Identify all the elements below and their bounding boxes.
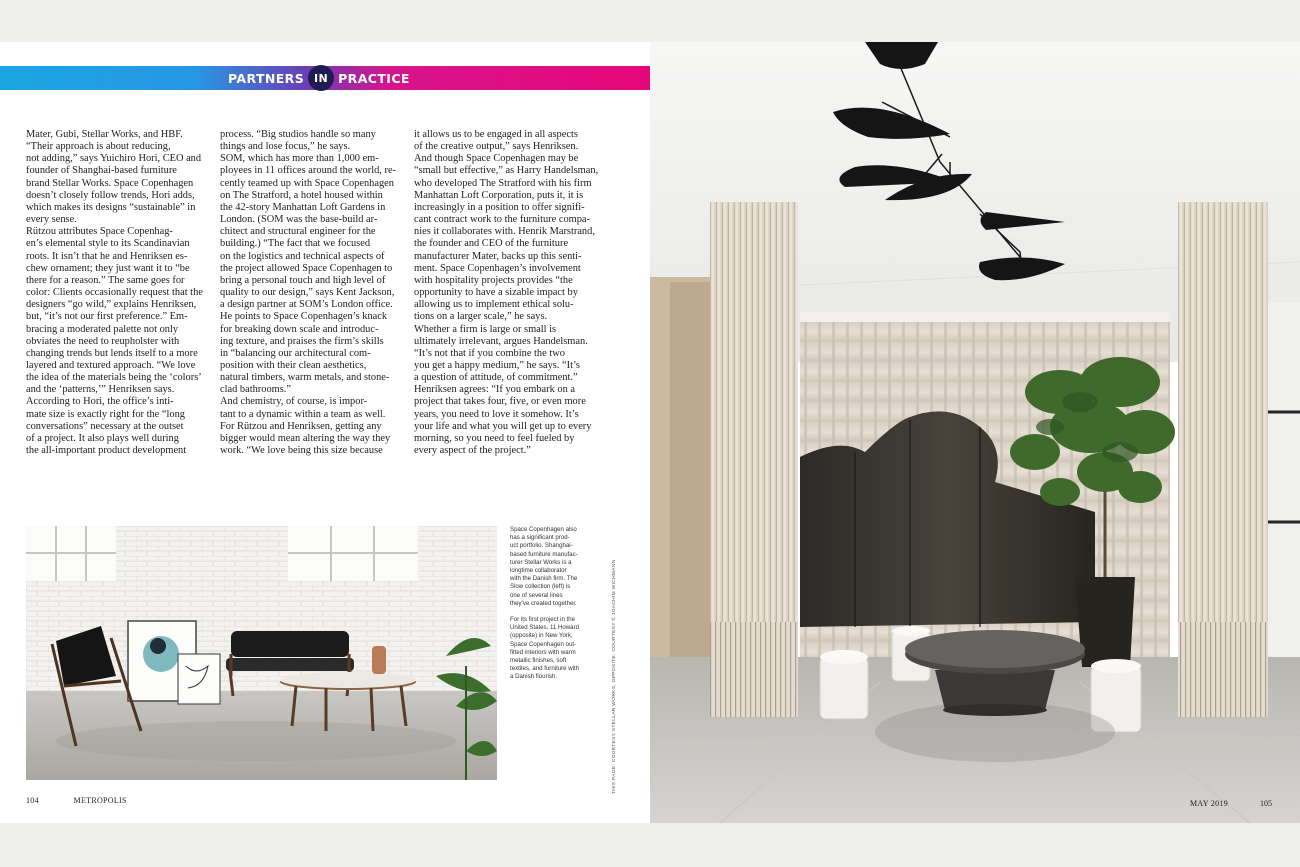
article-line: building.) “The fact that we focused bbox=[220, 238, 371, 250]
section-title-practice: PRACTICE bbox=[338, 70, 410, 86]
article-line: with hospitality projects provides “the bbox=[414, 274, 573, 286]
article-line: manufacturer Mater, backs up this senti- bbox=[414, 250, 582, 262]
caption-line: Slow collection (left) is bbox=[510, 583, 571, 591]
caption-line: turer Stellar Works is a bbox=[510, 558, 572, 566]
article-line: you get a happy medium,” he says. “It’s bbox=[414, 359, 580, 371]
article-line: the project allowed Space Copenhagen to bbox=[220, 262, 393, 274]
article-line: cant contract work to the furniture compa- bbox=[414, 214, 590, 226]
article-line: brand Stellar Works. Space Copenhagen bbox=[26, 177, 194, 189]
section-header-band bbox=[0, 66, 650, 90]
article-line: ultimately irrelevant, argues Handelsman. bbox=[414, 335, 588, 347]
article-line: on The Stratford, a hotel housed within bbox=[220, 189, 383, 201]
section-title-partners: PARTNERS bbox=[228, 70, 305, 86]
caption-line: (opposite) in New York, bbox=[510, 632, 573, 640]
article-line: work. “We love being this size because bbox=[220, 445, 383, 457]
article-line: increasingly in a position to offer signifi- bbox=[414, 201, 585, 213]
article-line: obviates the need to reupholster with bbox=[26, 335, 180, 347]
article-column-1 bbox=[26, 129, 201, 457]
right-issue-date: MAY 2019 bbox=[1190, 799, 1229, 808]
article-line: the 42-story Manhattan Loft Gardens in bbox=[220, 201, 386, 213]
hotel-lobby-photo bbox=[650, 42, 1300, 823]
article-line: Rützou attributes Space Copenhag- bbox=[26, 226, 173, 238]
article-line: allowing us to implement ethical solu- bbox=[414, 299, 574, 311]
right-page-number: 105 bbox=[1260, 799, 1272, 808]
article-line: According to Hori, the office’s inti- bbox=[26, 396, 174, 408]
article-line: things and lose focus,” he says. bbox=[220, 141, 351, 153]
article-line: chew ornament; they just want it to “be bbox=[26, 262, 190, 274]
left-page-number: 104 bbox=[26, 796, 39, 805]
stellar-works-illustration bbox=[26, 526, 497, 780]
article-line: founder of Shanghai-based furniture bbox=[26, 165, 177, 177]
article-line: “It’s not that if you combine the two bbox=[414, 347, 565, 359]
article-line: for breaking down scale and introduc- bbox=[220, 323, 379, 335]
caption-line: Space Copenhagen also bbox=[510, 526, 577, 533]
article-line: of the creative output,” says Henriksen. bbox=[414, 141, 579, 153]
article-line: Mater, Gubi, Stellar Works, and HBF. bbox=[26, 129, 183, 140]
caption-line: with the Danish firm. The bbox=[510, 575, 578, 583]
left-folio bbox=[26, 796, 127, 805]
article-line: bring a personal touch and high level of bbox=[220, 274, 386, 286]
article-line: tant to a dynamic within a team as well. bbox=[220, 408, 386, 420]
photo-credit-text: THIS PAGE: COURTESY STELLAR WORKS; OPPOSITE: COURTESY © JOACHIM WICHMANN bbox=[612, 559, 617, 794]
article-line: a design partner at SOM’s London office. bbox=[220, 299, 393, 311]
article-column-2 bbox=[220, 129, 395, 457]
caption-11-howard bbox=[510, 616, 595, 682]
caption-line: based furniture manufac- bbox=[510, 550, 578, 558]
article-line: For Rützou and Henriksen, getting any bbox=[220, 420, 382, 432]
caption-line: Space Copenhagen out- bbox=[510, 640, 577, 648]
article-line: it allows us to be engaged in all aspects bbox=[414, 129, 578, 140]
article-line: the all-important product development bbox=[26, 445, 187, 457]
article-line: every aspect of the project.” bbox=[414, 445, 531, 457]
article-column-3 bbox=[414, 129, 599, 457]
caption-line: uct portfolio. Shanghai- bbox=[510, 542, 573, 550]
article-line: ment. Space Copenhagen’s involvement bbox=[414, 262, 581, 274]
article-line: conversations” necessary at the outset bbox=[26, 420, 184, 432]
left-page bbox=[0, 42, 650, 823]
article-line: a question of attitude, of commitment.” bbox=[414, 372, 578, 384]
article-line: ployees in 11 offices around the world, re- bbox=[220, 165, 397, 177]
section-title bbox=[228, 66, 410, 90]
caption-line: a Danish flourish. bbox=[510, 673, 558, 681]
article-line: bigger would mean altering the way they bbox=[220, 432, 391, 444]
caption-line: textiles, and furniture with bbox=[510, 665, 580, 673]
article-line: mate size is exactly right for the “long bbox=[26, 408, 185, 420]
article-line: which makes its designs “sustainable” in bbox=[26, 201, 196, 213]
caption-line: metallic finishes, soft bbox=[510, 657, 567, 665]
article-line: And though Space Copenhagen may be bbox=[414, 153, 579, 165]
article-line: Henriksen agrees: “If you embark on a bbox=[414, 384, 575, 396]
caption-line: United States, 11 Howard bbox=[510, 624, 579, 632]
article-line: but, “it’s not our first preference.” Em- bbox=[26, 311, 188, 323]
article-line: in “balancing our architectural com- bbox=[220, 347, 371, 359]
article-line: layered and textured approach. “We love bbox=[26, 359, 196, 371]
article-line: of a project. It also plays well during bbox=[26, 432, 179, 444]
article-line: the idea of the materials being the ‘colors’ bbox=[26, 372, 202, 384]
article-line: changing trends but lends itself to a more bbox=[26, 347, 198, 359]
caption-line: For its first project in the bbox=[510, 616, 576, 624]
article-line: He points to Space Copenhagen’s knack bbox=[220, 311, 388, 323]
article-line: project that takes four, five, or even more bbox=[414, 396, 586, 408]
stellar-works-photo bbox=[26, 526, 497, 780]
article-line: not adding,” says Yuichiro Hori, CEO and bbox=[26, 153, 202, 165]
article-line: “small but effective,” as Harry Handelsman, bbox=[414, 165, 599, 177]
article-line: opportunity to have a sizable impact by bbox=[414, 287, 578, 299]
article-line: clad bathrooms.” bbox=[220, 384, 291, 396]
article-line: London. (SOM was the base-build ar- bbox=[220, 214, 378, 226]
caption-stellar-works bbox=[510, 526, 595, 608]
article-line: position with their clean aesthetics, bbox=[220, 359, 367, 371]
article-line: And chemistry, of course, is impor- bbox=[220, 396, 368, 408]
article-line: bracing a moderated palette not only bbox=[26, 323, 179, 335]
article-line: years, you need to love it somehow. It’s bbox=[414, 408, 579, 420]
left-magazine-name: METROPOLIS bbox=[73, 796, 127, 805]
article-line: morning, so you need to feel fueled by bbox=[414, 432, 575, 444]
article-line: cently teamed up with Space Copenhagen bbox=[220, 177, 394, 189]
article-line: your life and what you will get up to every bbox=[414, 420, 592, 432]
magazine-spread bbox=[0, 42, 1300, 823]
article-line: natural timbers, warm metals, and stone- bbox=[220, 372, 390, 384]
article-line: and the ‘patterns,’” Henriksen says. bbox=[26, 384, 175, 396]
article-line: SOM, which has more than 1,000 em- bbox=[220, 153, 379, 165]
article-line: there for a reason.” The same goes for bbox=[26, 274, 185, 286]
article-line: the founder and CEO of the furniture bbox=[414, 238, 569, 250]
article-line: on the logistics and technical aspects of bbox=[220, 250, 385, 262]
article-line: process. “Big studios handle so many bbox=[220, 129, 376, 140]
section-title-in-badge: IN bbox=[308, 65, 334, 91]
article-line: designers “go wild,” explains Henriksen, bbox=[26, 299, 197, 311]
photo-credit bbox=[612, 529, 620, 794]
right-page bbox=[650, 42, 1300, 823]
caption-line: fitted interiors with warm bbox=[510, 648, 576, 656]
article-line: quality to our design,” says Kent Jackson, bbox=[220, 287, 395, 299]
article-line: chitect and structural engineer for the bbox=[220, 226, 376, 238]
caption-line: one of several lines bbox=[510, 591, 563, 599]
article-line: who developed The Stratford with his firm bbox=[414, 177, 592, 189]
caption-line: longtime collaborator bbox=[510, 567, 567, 575]
article-line: doesn’t closely follow trends, Hori adds, bbox=[26, 189, 195, 201]
article-line: Manhattan Loft Corporation, puts it, it is bbox=[414, 189, 584, 201]
article-line: “Their approach is about reducing, bbox=[26, 141, 171, 153]
article-line: ing texture, and praises the firm’s skills bbox=[220, 335, 384, 347]
article-line: tions on a larger scale,” he says. bbox=[414, 311, 548, 323]
photo-caption bbox=[510, 526, 595, 690]
caption-line: they’ve created together. bbox=[510, 599, 577, 607]
article-line: en’s elemental style to its Scandinavian bbox=[26, 238, 190, 250]
article-line: color: Clients occasionally request that the bbox=[26, 287, 203, 299]
article-line: Whether a firm is large or small is bbox=[414, 323, 557, 335]
article-line: roots. It isn’t that he and Henriksen es- bbox=[26, 250, 188, 262]
article-line: nies it collaborates with. Henrik Marstrand, bbox=[414, 226, 595, 238]
caption-line: has a significant prod- bbox=[510, 534, 570, 542]
article-line: every sense. bbox=[26, 214, 77, 226]
